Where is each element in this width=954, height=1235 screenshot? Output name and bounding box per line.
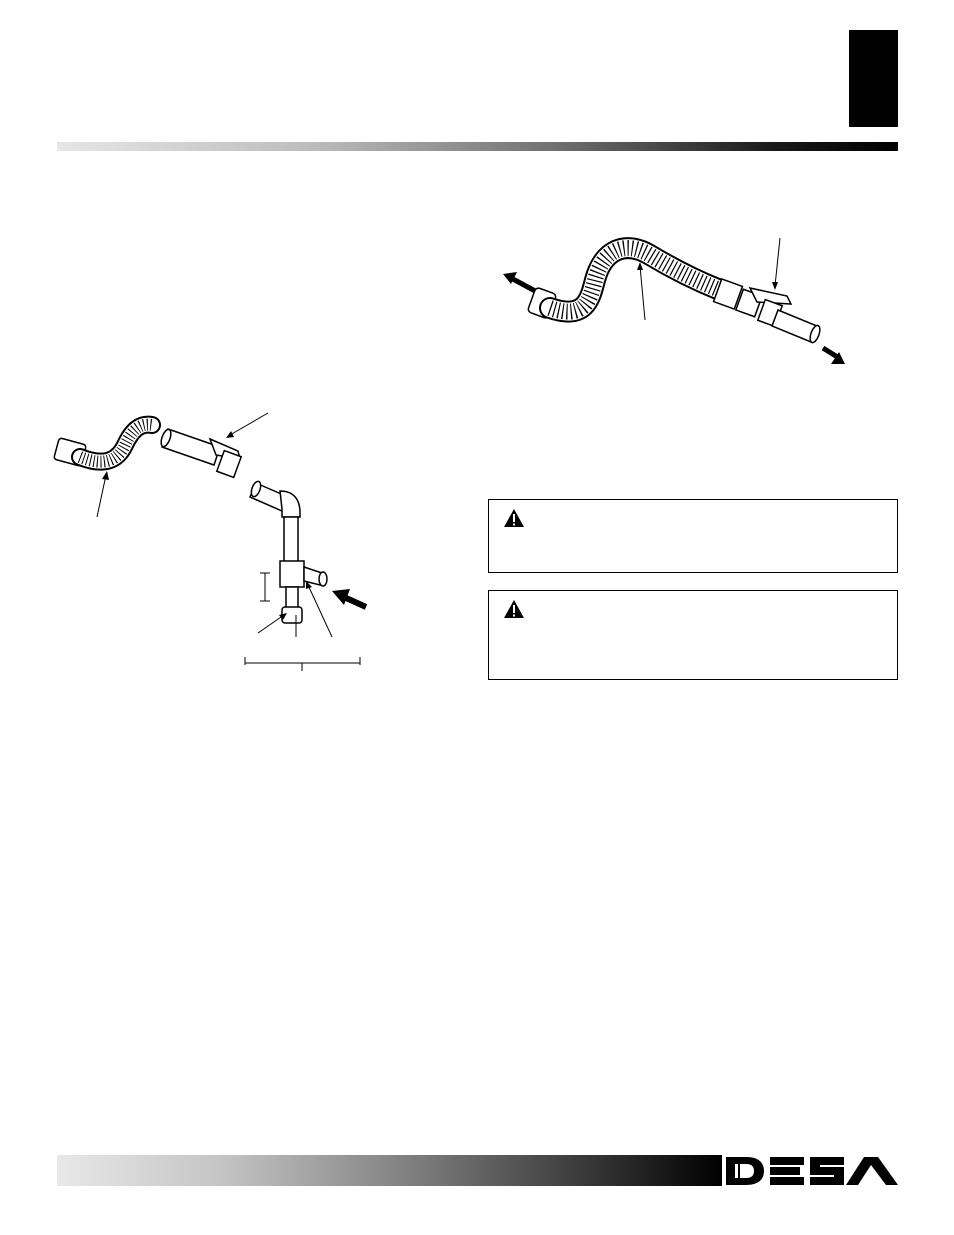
gas-flow-arrow-icon: [332, 589, 366, 607]
pipe-assembly-diagram: [50, 405, 370, 675]
warning-box-2: [488, 590, 898, 680]
desa-logo: [726, 1155, 898, 1187]
warning-box-1: [488, 499, 898, 573]
language-tab: [849, 30, 898, 127]
warning-triangle-icon: [503, 599, 525, 619]
warning-triangle-icon: [503, 508, 525, 528]
arrow-right-icon: [823, 348, 845, 364]
footer-rule: [57, 1155, 722, 1186]
flexible-hose-diagram: [495, 230, 855, 380]
header-rule: [57, 142, 898, 151]
arrow-left-icon: [503, 272, 537, 292]
